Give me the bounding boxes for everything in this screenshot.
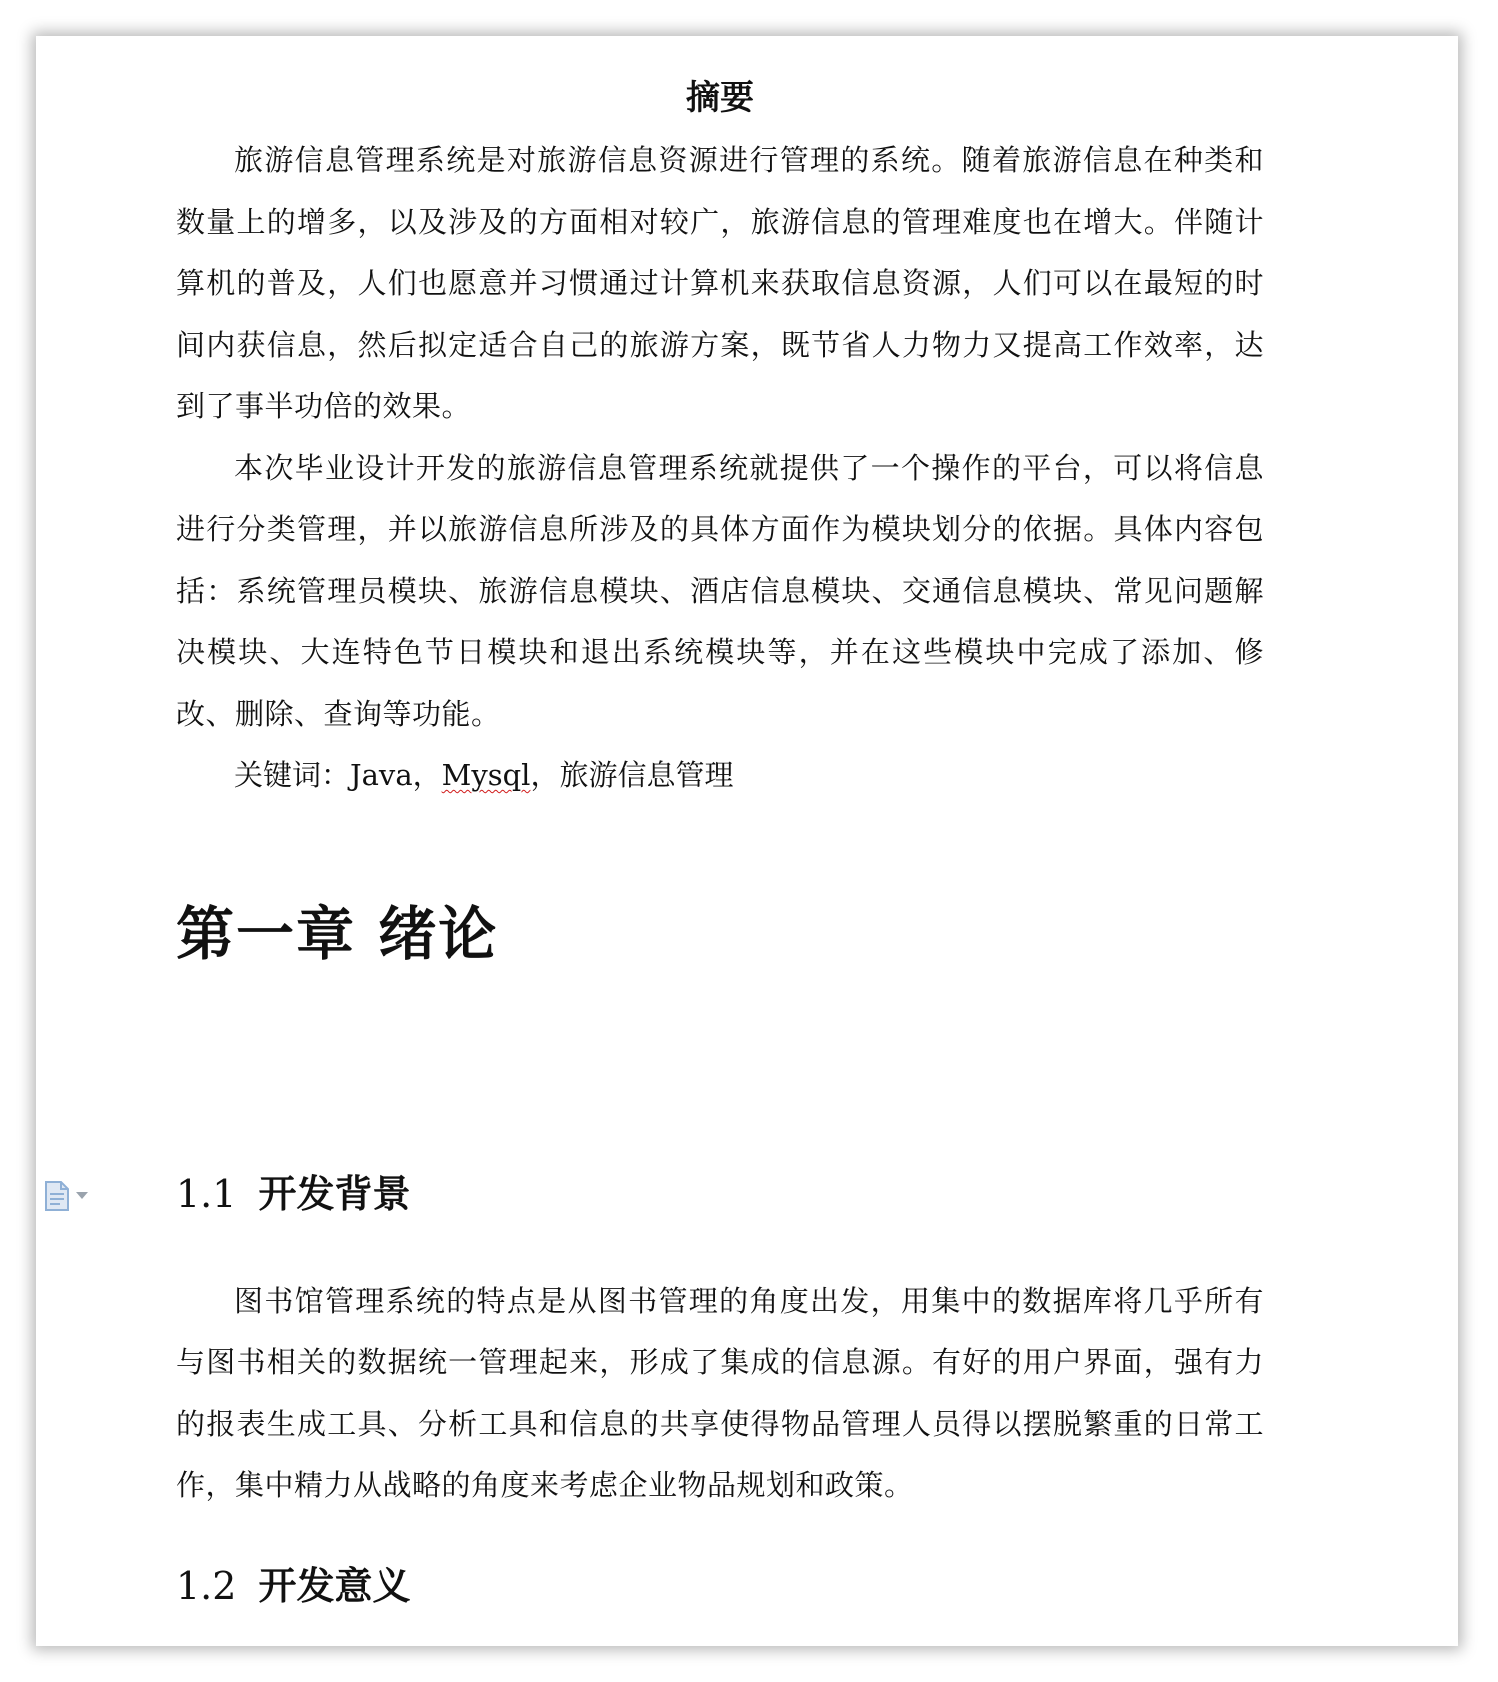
keyword-separator: ， [530,758,560,792]
section-heading [176,1169,1264,1219]
caret-down-icon [76,1192,88,1200]
paragraph-options-button[interactable] [44,1178,104,1214]
keyword-separator: ， [412,758,442,792]
section-number: 1.1 [176,1171,237,1216]
abstract-paragraph-2: 本次毕业设计开发的旅游信息管理系统就提供了一个操作的平台，可以将信息进行分类管理，并以旅游信息所涉及的具体方面作为模块划分的依据。具体内容包括：系统管理员模块、旅游信息模块、酒店信息模块、交通信息模块、常见问题解决模块、大连特色节日模块和退出系统模块等，并在这些模块中完成了添加、修改、删除、查询等功能。 [176,450,1264,731]
section-heading [176,1561,1264,1611]
section-paragraph: 图书馆管理系统的特点是从图书管理的角度出发，用集中的数据库将几乎所有与图书相关的数据统一管理起来，形成了集成的信息源。有好的用户界面，强有力的报表生成工具、分析工具和信息的共享使得物品管理人员得以摆脱繁重的日常工作，集中精力从战略的角度来考虑企业物品规划和政策。 [176,1283,1264,1502]
document-body [176,76,1264,1611]
section-title-text: 开发意义 [258,1563,411,1608]
keywords-label: 关键词： [234,758,351,792]
section-number: 1.2 [176,1563,237,1608]
chapter-title: 第一章 绪论 [176,899,499,968]
document-page [36,36,1458,1646]
keyword: Java [350,758,413,792]
keyword-spellcheck-flagged[interactable]: Mysql [441,758,531,792]
keywords-line [176,745,1264,807]
abstract-title: 摘要 [686,78,754,118]
keyword: 旅游信息管理 [559,758,734,792]
document-icon [44,1180,70,1212]
section-title-text: 开发背景 [258,1171,411,1216]
abstract-paragraph-1: 旅游信息管理系统是对旅游信息资源进行管理的系统。随着旅游信息在种类和数量上的增多，以及涉及的方面相对较广，旅游信息的管理难度也在增大。伴随计算机的普及，人们也愿意并习惯通过计算机来获取信息资源，人们可以在最短的时间内获信息，然后拟定适合自己的旅游方案，既节省人力物力又提高工作效率，达到了事半功倍的效果。 [176,143,1264,423]
